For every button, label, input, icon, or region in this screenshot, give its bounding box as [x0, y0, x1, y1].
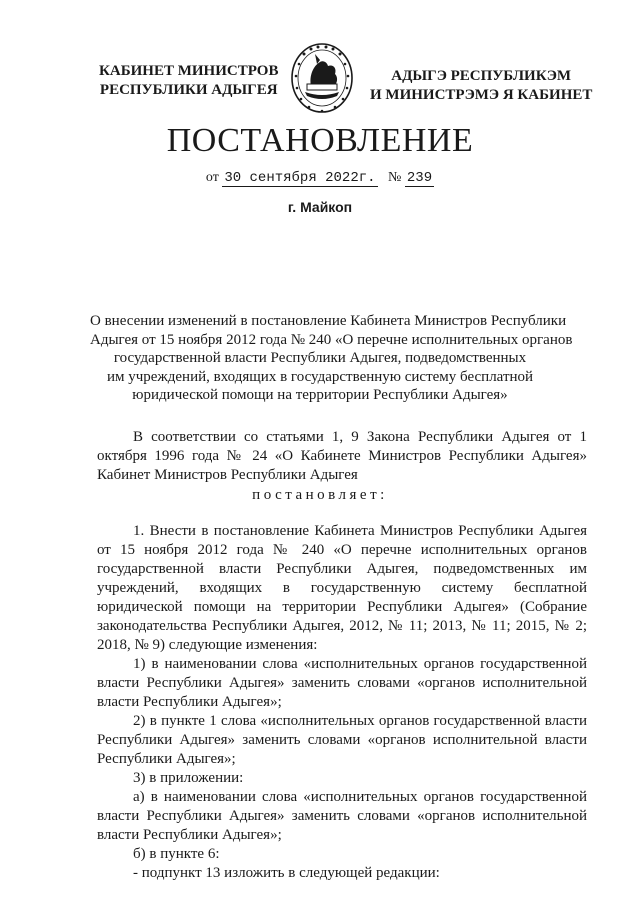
issuer-adyghe-line-1: АДЫГЭ РЕСПУБЛИКЭМ [391, 68, 572, 84]
issuer-line-2: РЕСПУБЛИКИ АДЫГЕЯ [99, 82, 278, 98]
date-number-line [0, 170, 640, 186]
preamble-text: В соответствии со статьями 1, 9 Закона Республики Адыгея от 1 октября 1996 года № 24 «О Кабинете Министров Республики Адыгея» Кабинет Министров Республики Адыгея [97, 429, 587, 483]
document-number: 239 [406, 170, 433, 186]
issuer-adyghe-line-2: И МИНИСТРЭМЭ Я КАБИНЕТ [370, 87, 593, 103]
subject-line: государственной власти Республики Адыгея, подведомственных [113, 350, 527, 366]
document-date: 30 сентября 2022г. [224, 170, 376, 186]
paragraph-1-3: 3) в приложении: [133, 770, 244, 786]
number-sign: № [388, 170, 402, 185]
resolution-body [97, 522, 587, 883]
subject-line: Адыгея от 15 ноября 2012 года № 240 «О перечне исполнительных органов [90, 331, 573, 348]
date-prefix: от [205, 170, 219, 185]
paragraph-1-1: 1) в наименовании слова «исполнительных органов государственной власти Республики Адыгея» заменить словами «органов исполнительной власти Республики Адыгея»; [97, 656, 587, 710]
paragraph-1-3-b: б) в пункте 6: [133, 846, 220, 862]
issuer-line-1: КАБИНЕТ МИНИСТРОВ [99, 63, 279, 79]
coat-of-arms-emblem-icon [287, 40, 357, 116]
paragraph-1: 1. Внести в постановление Кабинета Министров Республики Адыгея от 15 ноября 2012 года № 240 «О перечне исполнительных органов государственной власти Республики Адыгея, подведомственных им учреждений, входящих в государственную систему бесплатной юридической помощи на территории Республики Адыгея» (Собрание законодательства Республики Адыгея, 2012, № 11; 2013, № 11; 2015, № 2; 2018, № 9) следующие изменения: [97, 523, 587, 653]
subject-line: юридической помощи на территории Республики Адыгея» [132, 387, 508, 403]
document-title: ПОСТАНОВЛЕНИЕ [166, 122, 474, 159]
subject-line: им учреждений, входящих в государственную систему бесплатной [106, 368, 534, 385]
preamble-block [97, 428, 587, 485]
paragraph-1-3-b-dash: - подпункт 13 изложить в следующей редакции: [133, 865, 440, 881]
issuer-name-adyghe [370, 67, 592, 105]
city-name: г. Майкоп [287, 199, 353, 215]
paragraph-1-3-a: а) в наименовании слова «исполнительных органов государственной власти Республики Адыгея» заменить словами «органов исполнительной власти Республики Адыгея»; [97, 789, 587, 843]
document-subject [90, 312, 573, 405]
issuer-name-russian [99, 62, 278, 100]
resolves-heading: постановляет: [252, 487, 388, 503]
paragraph-1-2: 2) в пункте 1 слова «исполнительных органов государственной власти Республики Адыгея» заменить словами «органов исполнительной власти Республики Адыгея»; [97, 713, 587, 767]
subject-line: О внесении изменений в постановление Кабинета Министров Республики [90, 313, 567, 329]
